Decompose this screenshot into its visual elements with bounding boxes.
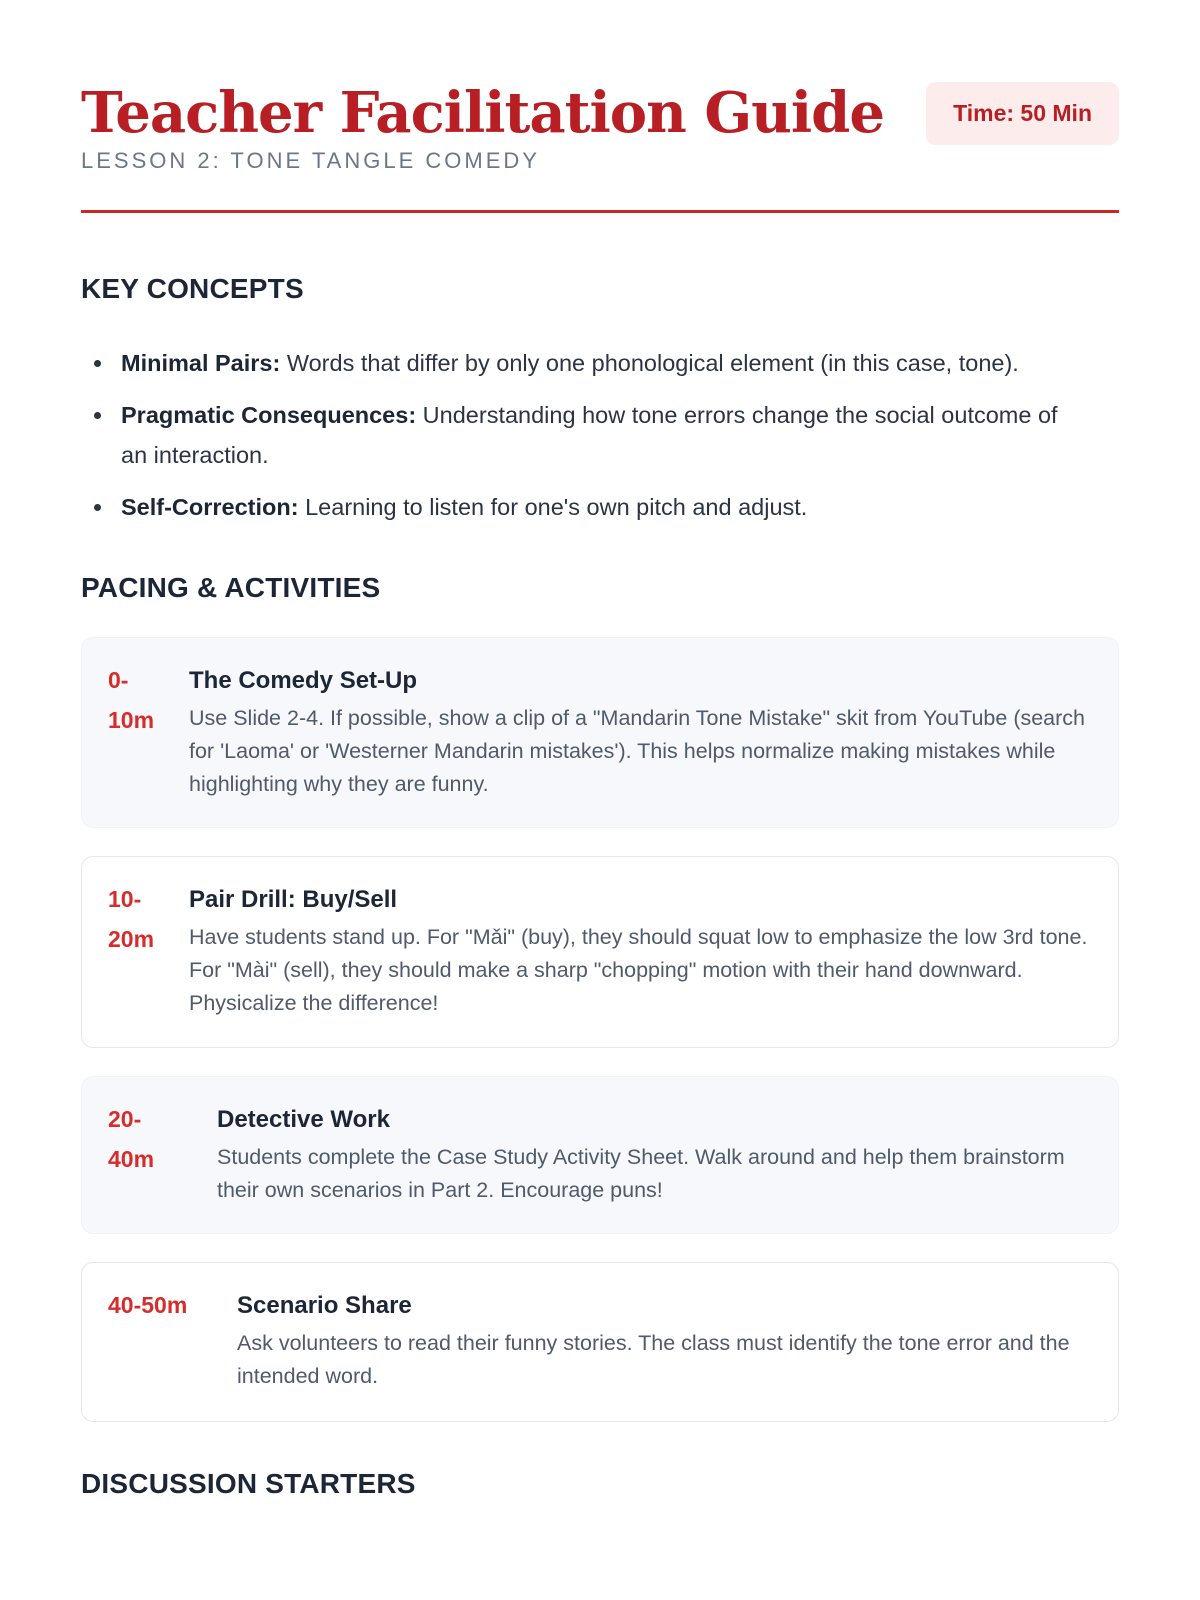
activity-body [189,885,1088,1021]
activity-card [81,856,1119,1048]
concept-text: Understanding how tone errors change the social outcome of an interaction. [121,402,1058,468]
activity-title: Scenario Share [237,1292,412,1319]
activity-list [81,637,1119,1422]
pacing-heading: PACING & ACTIVITIES [81,572,381,603]
activity-time: 40-50m [108,1292,188,1318]
activity-card [81,1262,1119,1422]
concept-text: Learning to listen for one's own pitch and adjust. [298,494,808,520]
activity-description: Ask volunteers to read their funny stories. The class must identify the tone error and the intended word. [237,1331,1070,1388]
discussion-section [81,1468,1119,1500]
activity-body [237,1291,1088,1395]
concept-term: Self-Correction: [121,494,299,520]
key-concepts-section [81,273,1119,527]
concept-term: Pragmatic Consequences: [121,402,417,428]
activity-title: The Comedy Set-Up [189,667,418,694]
concept-term: Minimal Pairs: [121,350,281,376]
list-item [121,343,1119,383]
list-item [121,395,1119,475]
activity-title: Pair Drill: Buy/Sell [189,886,398,913]
activity-description: Have students stand up. For "Mǎi" (buy), they should squat low to emphasize the low 3rd tone. For "Mài" (sell), they should make a sharp "chopping" motion with their hand downward. Physicalize the difference! [189,925,1088,1015]
discussion-heading: DISCUSSION STARTERS [81,1468,416,1499]
time-badge: Time: 50 Min [926,82,1119,145]
list-item [121,487,1119,527]
lesson-subtitle: LESSON 2: TONE TANGLE COMEDY [81,148,540,173]
activity-title: Detective Work [217,1106,390,1133]
activity-time: 0-10m [108,667,155,733]
concept-text: Words that differ by only one phonological element (in this case, tone). [280,350,1019,376]
activity-time: 20-40m [108,1106,155,1172]
activity-body [189,666,1088,801]
activity-body [217,1105,1088,1207]
activity-description: Use Slide 2-4. If possible, show a clip of a "Mandarin Tone Mistake" skit from YouTube (search for 'Laoma' or 'Westerner Mandarin mistakes'). This helps normalize making mistakes while highlighting why they are funny. [189,706,1086,796]
activity-description: Students complete the Case Study Activity Sheet. Walk around and help them brainstorm their own scenarios in Part 2. Encourage puns! [217,1145,1065,1202]
activity-time: 10-20m [108,886,155,952]
activity-card [81,637,1119,828]
pacing-section [81,572,1119,1422]
page-header [81,0,1119,213]
key-concepts-list [81,343,1119,527]
key-concepts-heading: KEY CONCEPTS [81,273,304,304]
activity-card [81,1076,1119,1234]
page-title: Teacher Facilitation Guide [81,80,884,146]
